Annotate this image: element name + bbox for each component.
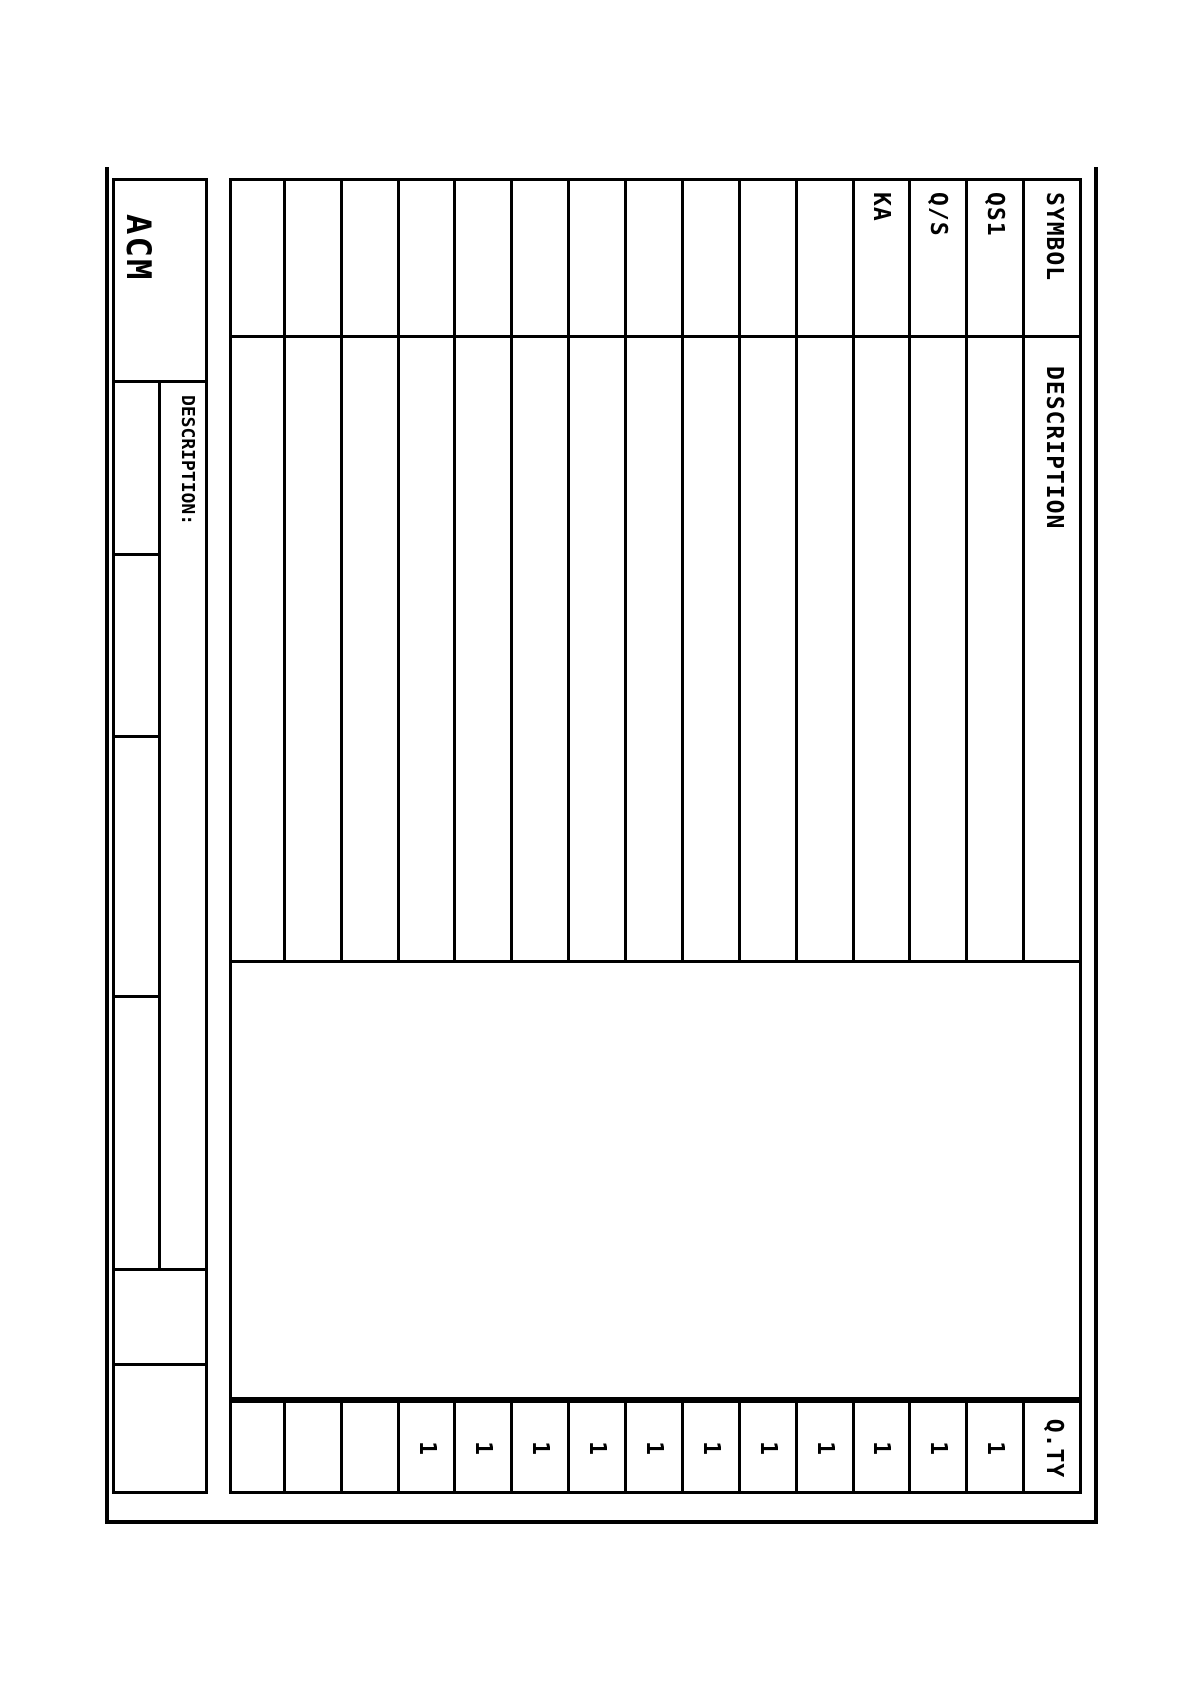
cell-qty: 1 [400, 1400, 454, 1494]
company-name: ACM [118, 214, 158, 282]
cell-qty: 1 [684, 1400, 738, 1494]
title-block-scale-cell [112, 1271, 208, 1366]
cell-qty: 1 [855, 1400, 909, 1494]
cell-qty: 1 [911, 1400, 965, 1494]
cell-qty: 1 [968, 1400, 1022, 1494]
bom-border [229, 178, 1082, 1494]
cell-symbol: QS1 [968, 178, 1022, 338]
title-block-last-cell [112, 1366, 208, 1494]
sub-separator-1 [112, 553, 161, 556]
cell-qty: 1 [456, 1400, 510, 1494]
header-symbol: SYMBOL [1025, 178, 1082, 338]
title-block-divider [158, 383, 161, 1268]
description-label: DESCRIPTION: [177, 395, 198, 526]
header-description: DESCRIPTION [1040, 366, 1067, 530]
cell-qty: 1 [513, 1400, 567, 1494]
cell-symbol: KA [855, 178, 909, 338]
cell-qty: 1 [741, 1400, 795, 1494]
cell-qty: 1 [627, 1400, 681, 1494]
title-block [112, 178, 208, 1494]
sub-separator-3 [112, 995, 161, 998]
header-qty: Q.TY [1025, 1400, 1082, 1494]
cell-symbol: Q/S [911, 178, 965, 338]
cell-qty: 1 [798, 1400, 852, 1494]
cell-qty: 1 [570, 1400, 624, 1494]
bill-of-materials-table [229, 178, 1082, 1494]
title-block-description-cell [112, 383, 208, 1271]
title-block-company-cell [112, 178, 208, 383]
sub-separator-2 [112, 735, 161, 738]
